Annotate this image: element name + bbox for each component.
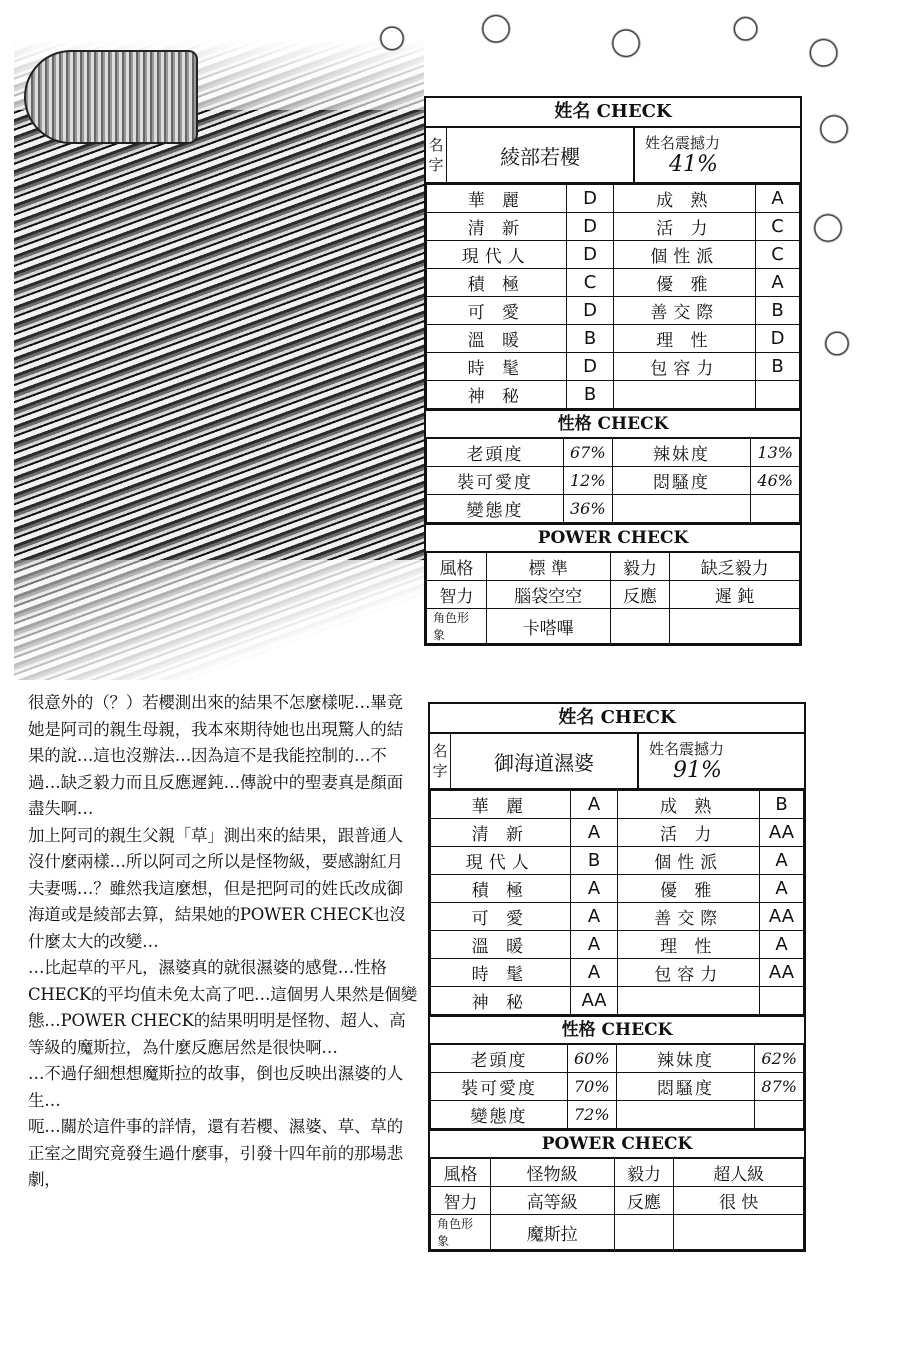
style-value: 怪物級 bbox=[490, 1159, 614, 1187]
attribute-label: 神 秘 bbox=[427, 381, 567, 409]
personality-value: 12% bbox=[563, 467, 612, 495]
empty-cell bbox=[614, 1215, 674, 1250]
personality-row bbox=[431, 1045, 804, 1073]
attribute-label: 時 髦 bbox=[427, 353, 567, 381]
attribute-table bbox=[426, 184, 800, 409]
personality-label: 裝可愛度 bbox=[431, 1073, 568, 1101]
intel-value: 腦袋空空 bbox=[486, 581, 610, 609]
empty-cell bbox=[674, 1215, 804, 1250]
attribute-value: A bbox=[570, 819, 618, 847]
personality-row bbox=[427, 467, 800, 495]
attribute-value: B bbox=[756, 297, 800, 325]
attribute-value: D bbox=[566, 297, 614, 325]
react-label: 反應 bbox=[614, 1187, 674, 1215]
attribute-value: D bbox=[566, 353, 614, 381]
personality-label: 辣妹度 bbox=[616, 1045, 755, 1073]
react-label: 反應 bbox=[610, 581, 670, 609]
attribute-label: 時 髦 bbox=[431, 959, 571, 987]
attribute-value: D bbox=[566, 213, 614, 241]
personality-label: 老頭度 bbox=[427, 439, 564, 467]
attribute-label: 包容力 bbox=[614, 353, 756, 381]
personality-value: 72% bbox=[567, 1101, 616, 1129]
power-header: POWER CHECK bbox=[426, 523, 800, 552]
style-label: 風格 bbox=[427, 553, 487, 581]
check-card-wakasa bbox=[424, 96, 802, 646]
attribute-row bbox=[431, 847, 804, 875]
personality-table bbox=[430, 1044, 804, 1129]
attribute-label: 活 力 bbox=[618, 819, 760, 847]
commentary-paragraph: 很意外的（？）若櫻測出來的結果不怎麼樣呢…畢竟她是阿司的親生母親，我本來期待她也出現驚人的結果的說…這也沒辦法…因為這不是我能控制的…不過…缺乏毅力而且反應遲鈍…傳說中的聖妻真是顏面盡失啊… bbox=[28, 693, 403, 818]
attribute-label: 積 極 bbox=[431, 875, 571, 903]
drive-value: 超人級 bbox=[674, 1159, 804, 1187]
attribute-value: C bbox=[756, 241, 800, 269]
personality-value: 13% bbox=[751, 439, 800, 467]
empty-cell bbox=[610, 609, 670, 644]
attribute-row bbox=[427, 325, 800, 353]
name-caption: 名字 bbox=[426, 128, 447, 182]
name-shock bbox=[639, 734, 804, 788]
attribute-value: B bbox=[760, 791, 804, 819]
personality-value: 87% bbox=[755, 1073, 804, 1101]
empty-cell bbox=[670, 609, 800, 644]
name-shock bbox=[635, 128, 800, 182]
personality-label bbox=[612, 495, 751, 523]
attribute-label: 個性派 bbox=[614, 241, 756, 269]
cherry-blossom-decoration-right bbox=[804, 96, 864, 426]
personality-label: 悶騷度 bbox=[612, 467, 751, 495]
commentary-paragraph: 加上阿司的親生父親「草」測出來的結果，跟普通人沒什麼兩樣…所以阿司之所以是怪物級，要感謝紅月夫妻嗎…？雖然我這麼想，但是把阿司的姓氏改成御海道或是綾部去算，結果她的POWER CHECK也沒什麼太大的改變… bbox=[28, 825, 406, 951]
attribute-row bbox=[431, 791, 804, 819]
attribute-value: C bbox=[566, 269, 614, 297]
card-header: 姓名 CHECK bbox=[430, 704, 804, 734]
attribute-value: A bbox=[570, 791, 618, 819]
shock-value: 91% bbox=[673, 758, 722, 783]
attribute-label bbox=[614, 381, 756, 409]
attribute-value: B bbox=[570, 847, 618, 875]
name-caption: 名字 bbox=[430, 734, 451, 788]
attribute-value: D bbox=[756, 325, 800, 353]
personality-label: 辣妹度 bbox=[612, 439, 751, 467]
cherry-blossom-decoration bbox=[340, 0, 860, 96]
attribute-row bbox=[427, 213, 800, 241]
attribute-row bbox=[431, 875, 804, 903]
attribute-row bbox=[427, 241, 800, 269]
personality-label: 悶騷度 bbox=[616, 1073, 755, 1101]
attribute-value: D bbox=[566, 185, 614, 213]
character-name: 御海道濕婆 bbox=[451, 734, 639, 788]
personality-label bbox=[616, 1101, 755, 1129]
personality-value bbox=[755, 1101, 804, 1129]
drive-label: 毅力 bbox=[614, 1159, 674, 1187]
personality-label: 老頭度 bbox=[431, 1045, 568, 1073]
commentary-paragraph: 呃…關於這件事的詳情，還有若櫻、濕婆、草、草的正室之間究竟發生過什麼事，引發十四年前的那場悲劇， bbox=[28, 1117, 403, 1189]
style-value: 標 準 bbox=[486, 553, 610, 581]
commentary-paragraph: …比起草的平凡，濕婆真的就很濕婆的感覺…性格CHECK的平均值未免太高了吧…這個男人果然是個變態…POWER CHECK的結果明明是怪物、超人、高等級的魔斯拉，為什麼反應居然是很快啊… bbox=[28, 958, 418, 1057]
personality-table bbox=[426, 438, 800, 523]
attribute-label: 清 新 bbox=[427, 213, 567, 241]
attribute-label: 溫 暖 bbox=[427, 325, 567, 353]
personality-value: 60% bbox=[567, 1045, 616, 1073]
personality-label: 變態度 bbox=[431, 1101, 568, 1129]
attribute-value: A bbox=[570, 903, 618, 931]
attribute-label: 理 性 bbox=[614, 325, 756, 353]
attribute-value: AA bbox=[760, 819, 804, 847]
attribute-label: 活 力 bbox=[614, 213, 756, 241]
attribute-row bbox=[431, 931, 804, 959]
personality-value: 62% bbox=[755, 1045, 804, 1073]
personality-value: 70% bbox=[567, 1073, 616, 1101]
power-table bbox=[426, 552, 800, 644]
attribute-value: A bbox=[570, 959, 618, 987]
personality-header: 性格 CHECK bbox=[426, 409, 800, 438]
attribute-value: D bbox=[566, 241, 614, 269]
personality-header: 性格 CHECK bbox=[430, 1015, 804, 1044]
attribute-value bbox=[756, 381, 800, 409]
character-name: 綾部若櫻 bbox=[447, 128, 635, 182]
image-value: 卡嗒嗶 bbox=[486, 609, 610, 644]
shock-label: 姓名震撼力 bbox=[649, 740, 725, 758]
attribute-row bbox=[431, 903, 804, 931]
attribute-value: A bbox=[760, 875, 804, 903]
attribute-label: 可 愛 bbox=[427, 297, 567, 325]
attribute-label: 個性派 bbox=[618, 847, 760, 875]
attribute-label: 成 熟 bbox=[618, 791, 760, 819]
attribute-row bbox=[431, 987, 804, 1015]
card-header: 姓名 CHECK bbox=[426, 98, 800, 128]
attribute-table bbox=[430, 790, 804, 1015]
attribute-label: 優 雅 bbox=[618, 875, 760, 903]
personality-value: 46% bbox=[751, 467, 800, 495]
attribute-label: 現代人 bbox=[431, 847, 571, 875]
attribute-label: 理 性 bbox=[618, 931, 760, 959]
attribute-label: 優 雅 bbox=[614, 269, 756, 297]
attribute-label: 華 麗 bbox=[431, 791, 571, 819]
commentary-paragraph: …不過仔細想想魔斯拉的故事，倒也反映出濕婆的人生… bbox=[28, 1064, 403, 1110]
attribute-row bbox=[431, 959, 804, 987]
power-header: POWER CHECK bbox=[430, 1129, 804, 1158]
attribute-label: 清 新 bbox=[431, 819, 571, 847]
attribute-row bbox=[431, 819, 804, 847]
name-row bbox=[430, 734, 804, 790]
illustration-fade bbox=[14, 560, 424, 680]
attribute-value: A bbox=[760, 847, 804, 875]
attribute-value: AA bbox=[570, 987, 618, 1015]
hair-illustration bbox=[14, 0, 424, 680]
attribute-label: 積 極 bbox=[427, 269, 567, 297]
shock-value: 41% bbox=[669, 152, 718, 177]
attribute-value: A bbox=[756, 185, 800, 213]
intel-value: 高等級 bbox=[490, 1187, 614, 1215]
check-card-shiva bbox=[428, 702, 806, 1252]
attribute-value: B bbox=[566, 325, 614, 353]
attribute-row bbox=[427, 381, 800, 409]
image-value: 魔斯拉 bbox=[490, 1215, 614, 1250]
attribute-row bbox=[427, 353, 800, 381]
attribute-value: A bbox=[760, 931, 804, 959]
react-value: 遲 鈍 bbox=[670, 581, 800, 609]
personality-value: 67% bbox=[563, 439, 612, 467]
attribute-row bbox=[427, 269, 800, 297]
personality-row bbox=[431, 1101, 804, 1129]
attribute-value bbox=[760, 987, 804, 1015]
attribute-label: 成 熟 bbox=[614, 185, 756, 213]
attribute-label: 善交際 bbox=[614, 297, 756, 325]
attribute-value: AA bbox=[760, 903, 804, 931]
attribute-value: A bbox=[570, 875, 618, 903]
personality-row bbox=[431, 1073, 804, 1101]
attribute-value: A bbox=[756, 269, 800, 297]
personality-value bbox=[751, 495, 800, 523]
attribute-value: B bbox=[566, 381, 614, 409]
power-table bbox=[430, 1158, 804, 1250]
attribute-label: 包容力 bbox=[618, 959, 760, 987]
personality-value: 36% bbox=[563, 495, 612, 523]
attribute-value: B bbox=[756, 353, 800, 381]
commentary-text bbox=[28, 690, 418, 1194]
personality-label: 變態度 bbox=[427, 495, 564, 523]
attribute-row bbox=[427, 297, 800, 325]
attribute-value: A bbox=[570, 931, 618, 959]
attribute-label: 可 愛 bbox=[431, 903, 571, 931]
intel-label: 智力 bbox=[431, 1187, 491, 1215]
intel-label: 智力 bbox=[427, 581, 487, 609]
personality-label: 裝可愛度 bbox=[427, 467, 564, 495]
attribute-row bbox=[427, 185, 800, 213]
image-label: 角色形象 bbox=[427, 609, 487, 644]
drive-label: 毅力 bbox=[610, 553, 670, 581]
personality-row bbox=[427, 495, 800, 523]
attribute-label: 溫 暖 bbox=[431, 931, 571, 959]
tassel-drawing bbox=[24, 50, 198, 144]
attribute-label bbox=[618, 987, 760, 1015]
style-label: 風格 bbox=[431, 1159, 491, 1187]
react-value: 很 快 bbox=[674, 1187, 804, 1215]
attribute-label: 現代人 bbox=[427, 241, 567, 269]
personality-row bbox=[427, 439, 800, 467]
image-label: 角色形象 bbox=[431, 1215, 491, 1250]
attribute-label: 神 秘 bbox=[431, 987, 571, 1015]
shock-label: 姓名震撼力 bbox=[645, 134, 721, 152]
attribute-label: 善交際 bbox=[618, 903, 760, 931]
attribute-value: C bbox=[756, 213, 800, 241]
attribute-label: 華 麗 bbox=[427, 185, 567, 213]
name-row bbox=[426, 128, 800, 184]
drive-value: 缺乏毅力 bbox=[670, 553, 800, 581]
attribute-value: AA bbox=[760, 959, 804, 987]
